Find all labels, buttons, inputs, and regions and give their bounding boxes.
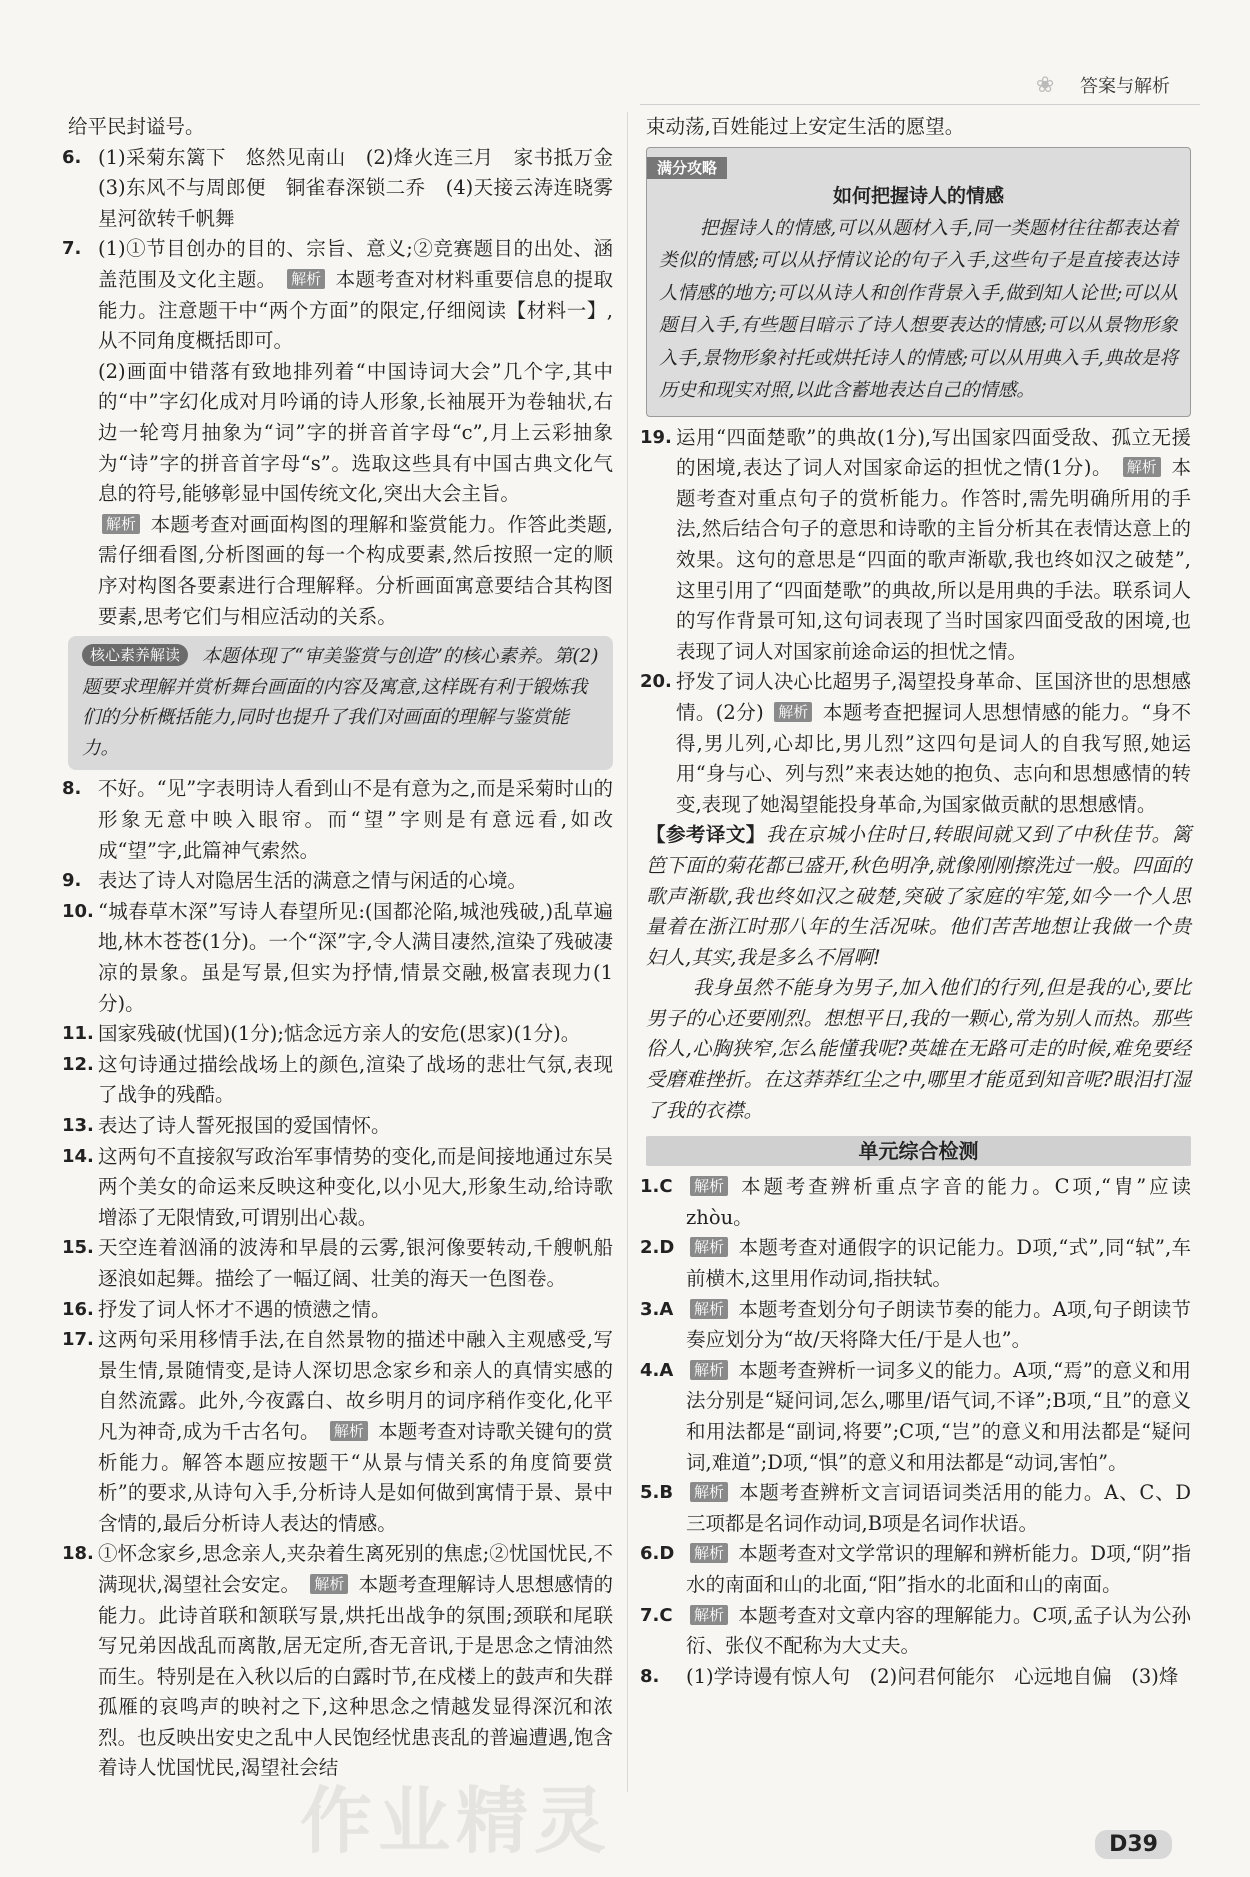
answer-number: 4.A	[640, 1359, 674, 1381]
answer-number: 14.	[62, 1145, 94, 1167]
analysis-tag: 解析	[690, 1482, 728, 1502]
answer-12	[62, 1050, 613, 1111]
analysis-text: 本题考查把握词人思想情感的能力。“身不得,男儿列,心却比,男儿烈”这四句是词人的自我写照,她运用“身与心、列与烈”来表达她的抱负、志向和思想感情的转变,表现了她渴望能投身革命,为国家做贡献的思想感情。	[676, 700, 1191, 816]
answer-s7	[640, 1601, 1191, 1662]
answer-13	[62, 1111, 613, 1142]
answer-number: 6.	[62, 146, 82, 168]
analysis-text: 本题考查理解诗人思想感情的能力。此诗首联和颔联写景,烘托出战争的氛围;颈联和尾联写兄弟因战乱而离散,居无定所,杳无音讯,于是思念之情油然而生。特别是在入秋以后的白露时节,在戍楼上的鼓声和失群孤雁的哀鸣声的映衬之下,这种思念之情越发显得深沉和浓烈。也反映出安史之乱中人民饱经忧患丧乱的普遍遭遇,饱含着诗人忧国忧民,渴望社会结	[98, 1572, 614, 1780]
analysis-text: 本题考查对画面构图的理解和鉴赏能力。作答此类题,需仔细看图,分析图画的每一个构成要素,然后按照一定的顺序对构图各要素进行合理解释。分析画面寓意要结合其构图要素,思考它们与相应活动的关系。	[98, 512, 614, 628]
answer-s8	[640, 1662, 1191, 1693]
header-rule	[640, 104, 1200, 105]
answer-s6	[640, 1539, 1191, 1600]
analysis-text: 本题考查对文章内容的理解能力。C项,孟子认为公孙衍、张仪不配称为大丈夫。	[686, 1603, 1191, 1658]
answer-s4	[640, 1356, 1191, 1478]
answer-text: (2)画面中错落有致地排列着“中国诗词大会”几个字,其中的“中”字幻化成对月吟诵的诗人形象,长袖展开为卷轴状,右边一轮弯月抽象为“词”字的拼音首字母“c”,月上云彩抽象为“诗”字的拼音首字母“s”。选取这些具有中国古典文化气息的符号,能够彰显中国传统文化,突出大会主旨。	[98, 359, 613, 506]
answer-number: 11.	[62, 1023, 94, 1045]
answer-14	[62, 1142, 613, 1234]
answer-11	[62, 1019, 613, 1050]
answer-text: (1)①节目创办的目的、宗旨、意义;②竞赛题目的出处、涵盖范围及文化主题。	[98, 237, 613, 291]
answer-8	[62, 774, 613, 866]
answer-text: ①怀念家乡,思念亲人,夹杂着生离死别的焦虑;②忧国忧民,不满现状,渴望社会安定。	[98, 1542, 613, 1596]
tips-title: 如何把握诗人的情感	[832, 185, 1004, 208]
answer-number: 3.A	[640, 1298, 674, 1320]
analysis-tag: 解析	[690, 1360, 728, 1380]
answer-number: 12.	[62, 1053, 94, 1075]
analysis-tag: 解析	[287, 269, 325, 289]
section-title: 单元综合检测	[646, 1136, 1191, 1166]
analysis-tag: 解析	[102, 514, 140, 534]
answer-text: 国家残破(忧国)(1分);惦念远方亲人的安危(思家)(1分)。	[98, 1022, 581, 1046]
reference-translation	[646, 820, 1191, 973]
right-lead: 束动荡,百姓能过上安定生活的愿望。	[646, 115, 965, 138]
answer-number: 20.	[640, 671, 672, 693]
analysis-tag: 解析	[690, 1237, 728, 1257]
answer-text: (1)采菊东篱下 悠然见南山 (2)烽火连三月 家书抵万金 (3)东风不与周郎便 铜雀春深锁二乔 (4)天接云涛连晓雾 星河欲转千帆舞	[98, 145, 633, 230]
decoration-icon: ❀	[1035, 73, 1055, 98]
answer-7	[62, 234, 613, 356]
answer-text: (1)学诗谩有惊人句 (2)问君何能尔 心远地自偏 (3)烽	[686, 1664, 1179, 1688]
answer-text: “城春草木深”写诗人春望所见:(国都沦陷,城池残破,)乱草遍地,林木苍苍(1分)。一个“深”字,令人满目凄然,渲染了残破凄凉的景象。虽是写景,但实为抒情,情景交融,极富表现力(1分)。	[98, 899, 613, 1015]
answer-18	[62, 1539, 614, 1784]
reference-text-2: 我身虽然不能身为男子,加入他们的行列,但是我的心,要比男子的心还要刚烈。想想平日,我的一颗心,常为别人而热。那些俗人,心胸狭窄,怎么能懂我呢?英雄在无路可走的时候,难免要经受磨难挫折。在这莽莽红尘之中,哪里才能觅到知音呢?眼泪打湿了我的衣襟。	[646, 976, 1191, 1122]
analysis-text: 本题考查对文学常识的理解和辨析能力。D项,“阴”指水的南面和山的北面,“阳”指水的北面和山的南面。	[686, 1542, 1191, 1596]
analysis-text: 本题考查划分句子朗读节奏的能力。A项,句子朗读节奏应划分为“故/天将降大任/于是人也”。	[686, 1297, 1192, 1352]
column-divider	[627, 112, 628, 1792]
answer-number: 7.C	[640, 1604, 673, 1626]
analysis-text: 本题考查对重点句子的赏析能力。作答时,需先明确所用的手法,然后结合句子的意思和诗歌的主旨分析其在表情达意上的效果。这句的意思是“四面的歌声渐歇,我也终如汉之破楚”,这里引用了“四面楚歌”的典故,所以是用典的手法。联系词人的写作背景可知,这句词表现了当时国家四面受敌的困境,也表现了词人对国家前途命运的担忧之情。	[676, 456, 1191, 663]
analysis-text: 本题考查对诗歌关键句的赏析能力。解答本题应按题干“从景与情关系的角度简要赏析”的要求,从诗句入手,分析诗人是如何做到寓情于景、景中含情的,最后分析诗人表达的情感。	[98, 1419, 613, 1535]
answer-s2	[640, 1233, 1191, 1294]
answer-number: 2.D	[640, 1237, 675, 1259]
answer-10	[62, 897, 613, 1019]
left-column	[62, 112, 633, 1784]
answer-number: 1.C	[640, 1176, 673, 1198]
answer-number: 9.	[62, 870, 82, 892]
answer-text: 运用“四面楚歌”的典故(1分),写出国家四面受敌、孤立无援的困境,表达了词人对国家命运的担忧之情(1分)。	[676, 425, 1191, 480]
answer-text: 不好。“见”字表明诗人看到山不是有意为之,而是采菊时山的形象无意中映入眼帘。而“望”字则是有意远看,如改成“望”字,此篇神气索然。	[98, 777, 613, 862]
page-number: D39	[1095, 1830, 1172, 1859]
answer-s1	[640, 1172, 1191, 1233]
answer-number: 7.	[62, 238, 82, 260]
analysis-tag: 解析	[690, 1176, 728, 1196]
analysis-tag: 解析	[690, 1543, 728, 1563]
answer-6	[62, 143, 633, 235]
header-title: 答案与解析	[1080, 76, 1170, 97]
answer-number: 6.D	[640, 1543, 675, 1565]
answer-9	[62, 866, 613, 897]
right-column	[640, 112, 1192, 1692]
answer-16	[62, 1295, 613, 1326]
answer-number: 8.	[62, 778, 82, 800]
core-literacy-box	[68, 636, 613, 770]
tips-label: 满分攻略	[647, 157, 727, 179]
core-literacy-label: 核心素养解读	[82, 644, 188, 666]
answer-number: 13.	[62, 1115, 94, 1136]
answer-17	[62, 1325, 613, 1539]
answer-number: 5.B	[640, 1482, 674, 1504]
analysis-text: 本题考查辨析一词多义的能力。A项,“焉”的意义和用法分别是“疑问词,怎么,哪里/语气词,不译”;B项,“且”的意义和用法都是“副词,将要”;C项,“岂”的意义和用法都是“疑问词,难道”;D项,“惧”的意义和用法都是“动词,害怕”。	[686, 1358, 1191, 1474]
answer-s5	[640, 1478, 1192, 1539]
answer-text: 抒发了词人怀才不遇的愤懑之情。	[98, 1297, 391, 1321]
tips-text: 把握诗人的情感,可以从题材入手,同一类题材往往都表达着类似的情感;可以从抒情议论的句子入手,这些句子是直接表达诗人情感的地方;可以从诗人和创作背景入手,做到知人论世;可以从题目入手,有些题目暗示了诗人想要表达的情感;可以从景物形象入手,景物形象衬托或烘托诗人的情感;可以从用典入手,典故是将历史和现实对照,以此含蓄地表达自己的情感。	[659, 217, 1178, 402]
answer-s3	[640, 1295, 1192, 1356]
answer-text: 这两句采用移情手法,在自然景物的描述中融入主观感受,写景生情,景随情变,是诗人深切思念家乡和亲人的真情实感的自然流露。此外,今夜露白、故乡明月的词序稍作变化,化平凡为神奇,成为千古名句。	[98, 1328, 613, 1443]
tips-box	[646, 147, 1191, 417]
answer-text: 表达了诗人誓死报国的爱国情怀。	[98, 1114, 391, 1137]
answer-number: 15.	[62, 1237, 94, 1259]
answer-text: 这两句不直接叙写政治军事情势的变化,而是间接地通过东吴两个美女的命运来反映这种变化,以小见大,形象生动,给诗歌增添了无限情致,可谓别出心裁。	[98, 1144, 613, 1229]
left-lead: 给平民封谥号。	[68, 115, 205, 138]
answer-text: 表达了诗人对隐居生活的满意之情与闲适的心境。	[98, 869, 528, 893]
analysis-tag: 解析	[330, 1421, 368, 1441]
answer-number: 17.	[62, 1329, 94, 1351]
analysis-text: 本题考查对通假字的识记能力。D项,“式”,同“轼”,车前横木,这里用作动词,指扶轼。	[686, 1236, 1191, 1291]
answer-text: 天空连着汹涌的波涛和早晨的云雾,银河像要转动,千艘帆船逐浪如起舞。描绘了一幅辽阔、壮美的海天一色图卷。	[98, 1236, 613, 1290]
analysis-tag: 解析	[690, 1299, 728, 1319]
answer-text: 这句诗通过描绘战场上的颜色,渲染了战场的悲壮气氛,表现了战争的残酷。	[98, 1052, 613, 1107]
page-header	[1036, 72, 1170, 98]
answer-number: 10.	[62, 900, 94, 922]
analysis-tag: 解析	[690, 1605, 728, 1625]
answer-7-part2	[68, 357, 613, 510]
analysis-text: 本题考查辨析重点字音的能力。C项,“胄”应读 zhòu。	[686, 1175, 1191, 1229]
reference-text-1: 我在京城小住时日,转眼间就又到了中秋佳节。篱笆下面的菊花都已盛开,秋色明净,就像刚刚擦洗过一般。四面的歌声渐歇,我也终如汉之破楚,突破了家庭的牢笼,如今一个人思量着在浙江时那八年的生活况味。他们苦苦地想让我做一个贵妇人,其实,我是多么不屑啊!	[646, 823, 1191, 969]
analysis-tag: 解析	[310, 1574, 348, 1594]
analysis-tag: 解析	[774, 702, 812, 722]
answer-number: 19.	[640, 426, 672, 448]
answer-text: 抒发了词人决心比超男子,渴望投身革命、匡国济世的思想感情。(2分)	[676, 670, 1191, 724]
answer-number: 16.	[62, 1298, 94, 1320]
answer-number: 8.	[640, 1665, 660, 1687]
answer-7-analysis2	[68, 510, 613, 632]
core-literacy-text: 本题体现了“审美鉴赏与创造”的核心素养。第(2)题要求理解并赏析舞台画面的内容及寓意,这样既有利于锻炼我们的分析概括能力,同时也提升了我们对画面的理解与鉴赏能力。	[82, 646, 599, 759]
answer-15	[62, 1233, 613, 1294]
answer-19	[640, 423, 1191, 668]
watermark: 作业精灵	[300, 1779, 613, 1863]
analysis-tag: 解析	[1123, 457, 1161, 477]
analysis-text: 本题考查对材料重要信息的提取能力。注意题干中“两个方面”的限定,仔细阅读【材料一】,从不同角度概括即可。	[98, 267, 613, 353]
analysis-text: 本题考查辨析文言词语词类活用的能力。A、C、D三项都是名词作动词,B项是名词作状语。	[686, 1481, 1192, 1535]
answer-number: 18.	[62, 1543, 94, 1565]
answer-20	[640, 667, 1191, 820]
reference-label: 【参考译文】	[646, 823, 766, 847]
